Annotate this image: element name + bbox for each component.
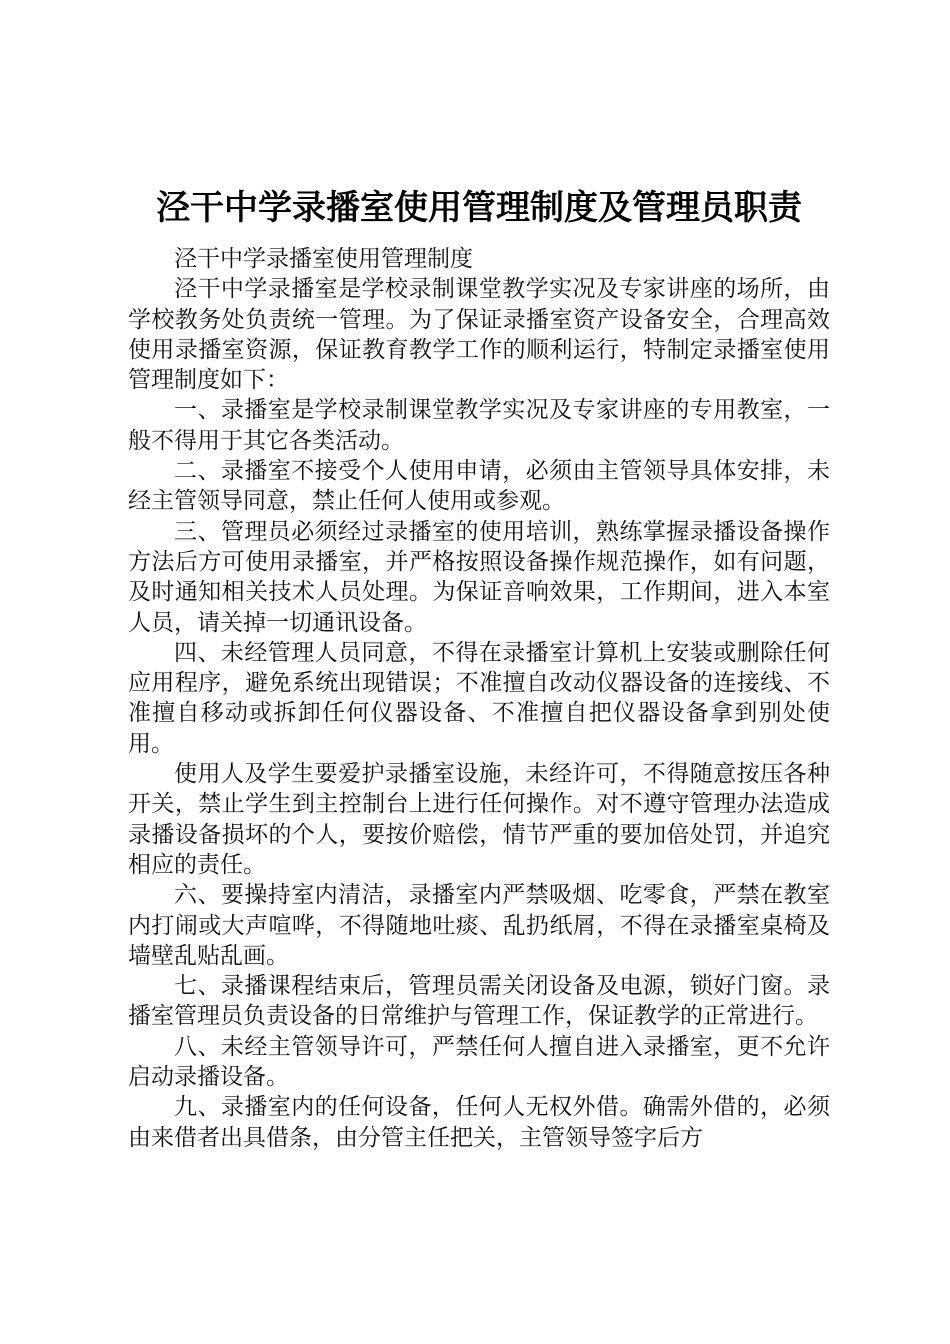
rule-paragraph: 三、管理员必须经过录播室的使用培训，熟练掌握录播设备操作方法后方可使用录播室，并严格按照设备操作规范操作，如有问题，及时通知相关技术人员处理。为保证音响效果，工作期间，进入本室人员，请关掉一切通讯设备。 xyxy=(128,518,830,636)
rule-paragraph: 七、录播课程结束后，管理员需关闭设备及电源，锁好门窗。录播室管理员负责设备的日常维护与管理工作，保证教学的正常进行。 xyxy=(128,973,830,1030)
rule-paragraph: 四、未经管理人员同意，不得在录播室计算机上安装或删除任何应用程序，避免系统出现错误；不准擅自改动仪器设备的连接线、不准擅自移动或拆卸任何仪器设备、不准擅自把仪器设备拿到别处使用。 xyxy=(128,639,830,757)
rule-paragraph: 二、录播室不接受个人使用申请，必须由主管领导具体安排，未经主管领导同意，禁止任何人使用或参观。 xyxy=(128,458,830,515)
rule-paragraph: 一、录播室是学校录制课堂教学实况及专家讲座的专用教室，一般不得用于其它各类活动。 xyxy=(128,397,830,454)
document-title: 泾干中学录播室使用管理制度及管理员职责 xyxy=(156,188,802,228)
intro-paragraph: 泾干中学录播室是学校录制课堂教学实况及专家讲座的场所，由学校教务处负责统一管理。为了保证录播室资产设备安全，合理高效使用录播室资源，保证教育教学工作的顺利运行，特制定录播室使用管理制度如下： xyxy=(128,276,830,394)
rule-paragraph: 六、要操持室内清洁，录播室内严禁吸烟、吃零食，严禁在教室内打闹或大声喧哗，不得随地吐痰、乱扔纸屑，不得在录播室桌椅及墙壁乱贴乱画。 xyxy=(128,882,830,969)
rule-paragraph: 使用人及学生要爱护录播室设施，未经许可，不得随意按压各种开关，禁止学生到主控制台上进行任何操作。对不遵守管理办法造成录播设备损坏的个人，要按价赔偿，情节严重的要加倍处罚，并追究相应的责任。 xyxy=(128,761,830,878)
subtitle-paragraph: 泾干中学录播室使用管理制度 xyxy=(174,246,473,272)
rule-paragraph: 八、未经主管领导许可，严禁任何人擅自进入录播室，更不允许启动录播设备。 xyxy=(128,1033,830,1091)
rule-paragraph: 九、录播室内的任何设备，任何人无权外借。确需外借的，必须由来借者出具借条，由分管主任把关，主管领导签字后方 xyxy=(128,1094,830,1151)
document-page xyxy=(128,186,830,1153)
